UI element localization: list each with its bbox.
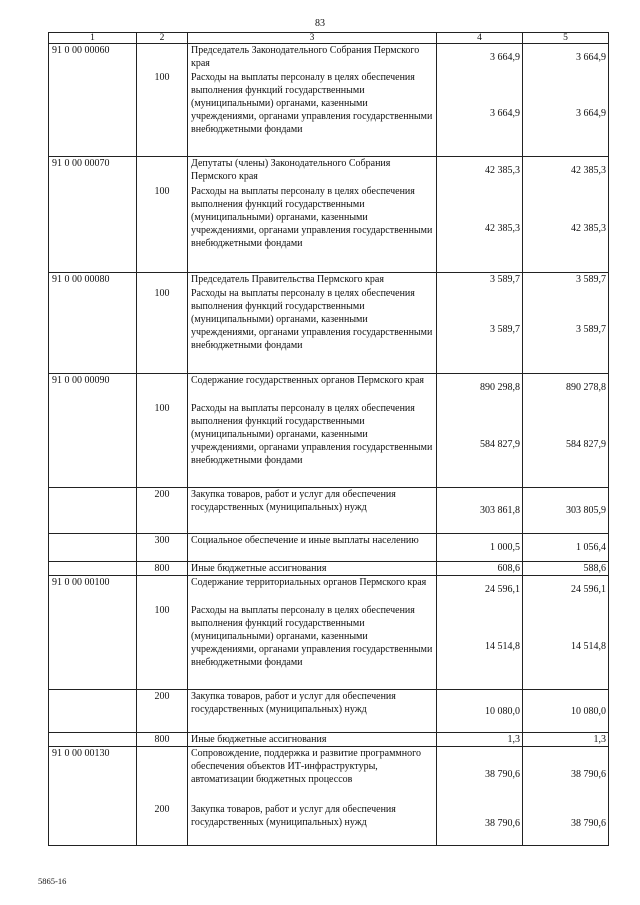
row-name: Расходы на выплаты персоналу в целях обеспечения выполнения функций государственными (муниципальными) органами, казенными учреждениями, органами управления государственными внебюджетными фондами [188, 71, 437, 157]
row-name: Иные бюджетные ассигнования [188, 562, 437, 576]
row-code [49, 562, 137, 576]
table-row [49, 576, 609, 604]
row-expense-type [137, 576, 188, 604]
row-code [49, 488, 137, 534]
row-name: Председатель Законодательного Собрания Пермского края [188, 44, 437, 71]
row-value-col5: 10 080,0 [523, 690, 609, 733]
table-row [49, 44, 609, 71]
table-row [49, 402, 609, 488]
row-value-col5: 1,3 [523, 733, 609, 747]
row-expense-type: 100 [137, 185, 188, 273]
header-col-5: 5 [523, 33, 609, 44]
table-row [49, 273, 609, 287]
table-row [49, 488, 609, 534]
row-value-col5: 38 790,6 [523, 747, 609, 803]
row-code [49, 185, 137, 273]
row-name: Расходы на выплаты персоналу в целях обеспечения выполнения функций государственными (муниципальными) органами, казенными учреждениями, органами управления государственными внебюджетными фондами [188, 604, 437, 690]
row-expense-type: 200 [137, 690, 188, 733]
row-value-col4: 1 000,5 [437, 534, 523, 562]
row-name: Депутаты (члены) Законодательного Собрания Пермского края [188, 157, 437, 185]
row-value-col5: 588,6 [523, 562, 609, 576]
row-value-col5: 890 278,8 [523, 374, 609, 402]
table-row [49, 374, 609, 402]
row-code [49, 803, 137, 846]
row-expense-type: 800 [137, 562, 188, 576]
row-name: Закупка товаров, работ и услуг для обеспечения государственных (муниципальных) нужд [188, 690, 437, 733]
row-value-col5: 3 589,7 [523, 287, 609, 374]
row-value-col5: 3 589,7 [523, 273, 609, 287]
row-value-col4: 42 385,3 [437, 185, 523, 273]
table-row [49, 534, 609, 562]
row-name: Закупка товаров, работ и услуг для обеспечения государственных (муниципальных) нужд [188, 488, 437, 534]
row-value-col4: 3 589,7 [437, 287, 523, 374]
table-row [49, 690, 609, 733]
row-value-col4: 3 589,7 [437, 273, 523, 287]
row-expense-type [137, 374, 188, 402]
header-col-2: 2 [137, 33, 188, 44]
row-name: Закупка товаров, работ и услуг для обеспечения государственных (муниципальных) нужд [188, 803, 437, 846]
table-row [49, 747, 609, 803]
row-expense-type: 100 [137, 287, 188, 374]
table-row [49, 803, 609, 846]
row-expense-type [137, 273, 188, 287]
row-name: Сопровождение, поддержка и развитие программного обеспечения объектов ИТ-инфраструктуры, автоматизации бюджетных процессов [188, 747, 437, 803]
row-value-col5: 42 385,3 [523, 185, 609, 273]
row-code [49, 690, 137, 733]
footer-code: 5865-16 [38, 876, 67, 886]
row-name: Содержание территориальных органов Пермского края [188, 576, 437, 604]
row-code [49, 534, 137, 562]
row-name: Расходы на выплаты персоналу в целях обеспечения выполнения функций государственными (муниципальными) органами, казенными учреждениями, органами управления государственными внебюджетными фондами [188, 287, 437, 374]
row-code [49, 402, 137, 488]
row-value-col5: 1 056,4 [523, 534, 609, 562]
row-code [49, 733, 137, 747]
row-value-col4: 38 790,6 [437, 803, 523, 846]
page-number: 83 [315, 18, 325, 29]
table-row [49, 287, 609, 374]
table-row [49, 71, 609, 157]
table-row [49, 562, 609, 576]
table-row [49, 604, 609, 690]
row-name: Социальное обеспечение и иные выплаты населению [188, 534, 437, 562]
row-name: Председатель Правительства Пермского края [188, 273, 437, 287]
row-name: Иные бюджетные ассигнования [188, 733, 437, 747]
row-expense-type: 800 [137, 733, 188, 747]
row-value-col4: 303 861,8 [437, 488, 523, 534]
table-body [49, 44, 609, 846]
row-value-col4: 584 827,9 [437, 402, 523, 488]
row-value-col5: 3 664,9 [523, 44, 609, 71]
row-value-col4: 10 080,0 [437, 690, 523, 733]
row-code: 91 0 00 00100 [49, 576, 137, 604]
row-value-col4: 890 298,8 [437, 374, 523, 402]
table-row [49, 157, 609, 185]
row-value-col4: 24 596,1 [437, 576, 523, 604]
row-value-col4: 38 790,6 [437, 747, 523, 803]
row-value-col4: 42 385,3 [437, 157, 523, 185]
row-value-col5: 42 385,3 [523, 157, 609, 185]
row-value-col5: 24 596,1 [523, 576, 609, 604]
row-value-col4: 608,6 [437, 562, 523, 576]
row-expense-type: 300 [137, 534, 188, 562]
row-expense-type: 100 [137, 604, 188, 690]
header-col-4: 4 [437, 33, 523, 44]
budget-table [48, 32, 609, 846]
table-row [49, 185, 609, 273]
row-code [49, 287, 137, 374]
row-value-col5: 303 805,9 [523, 488, 609, 534]
row-code: 91 0 00 00130 [49, 747, 137, 803]
row-code: 91 0 00 00090 [49, 374, 137, 402]
row-code [49, 71, 137, 157]
row-expense-type [137, 157, 188, 185]
row-expense-type: 200 [137, 803, 188, 846]
row-name: Расходы на выплаты персоналу в целях обеспечения выполнения функций государственными (муниципальными) органами, казенными учреждениями, органами управления государственными внебюджетными фондами [188, 402, 437, 488]
row-value-col4: 1,3 [437, 733, 523, 747]
row-name: Расходы на выплаты персоналу в целях обеспечения выполнения функций государственными (муниципальными) органами, казенными учреждениями, органами управления государственными внебюджетными фондами [188, 185, 437, 273]
row-code [49, 604, 137, 690]
row-code: 91 0 00 00080 [49, 273, 137, 287]
row-code: 91 0 00 00070 [49, 157, 137, 185]
row-value-col5: 38 790,6 [523, 803, 609, 846]
table-row [49, 733, 609, 747]
row-expense-type: 200 [137, 488, 188, 534]
row-expense-type [137, 44, 188, 71]
header-col-1: 1 [49, 33, 137, 44]
row-expense-type [137, 747, 188, 803]
row-value-col4: 3 664,9 [437, 71, 523, 157]
row-expense-type: 100 [137, 402, 188, 488]
row-value-col5: 14 514,8 [523, 604, 609, 690]
row-value-col4: 3 664,9 [437, 44, 523, 71]
row-value-col5: 3 664,9 [523, 71, 609, 157]
row-expense-type: 100 [137, 71, 188, 157]
row-name: Содержание государственных органов Пермского края [188, 374, 437, 402]
row-value-col4: 14 514,8 [437, 604, 523, 690]
header-col-3: 3 [188, 33, 437, 44]
row-value-col5: 584 827,9 [523, 402, 609, 488]
row-code: 91 0 00 00060 [49, 44, 137, 71]
header-row [49, 33, 609, 44]
